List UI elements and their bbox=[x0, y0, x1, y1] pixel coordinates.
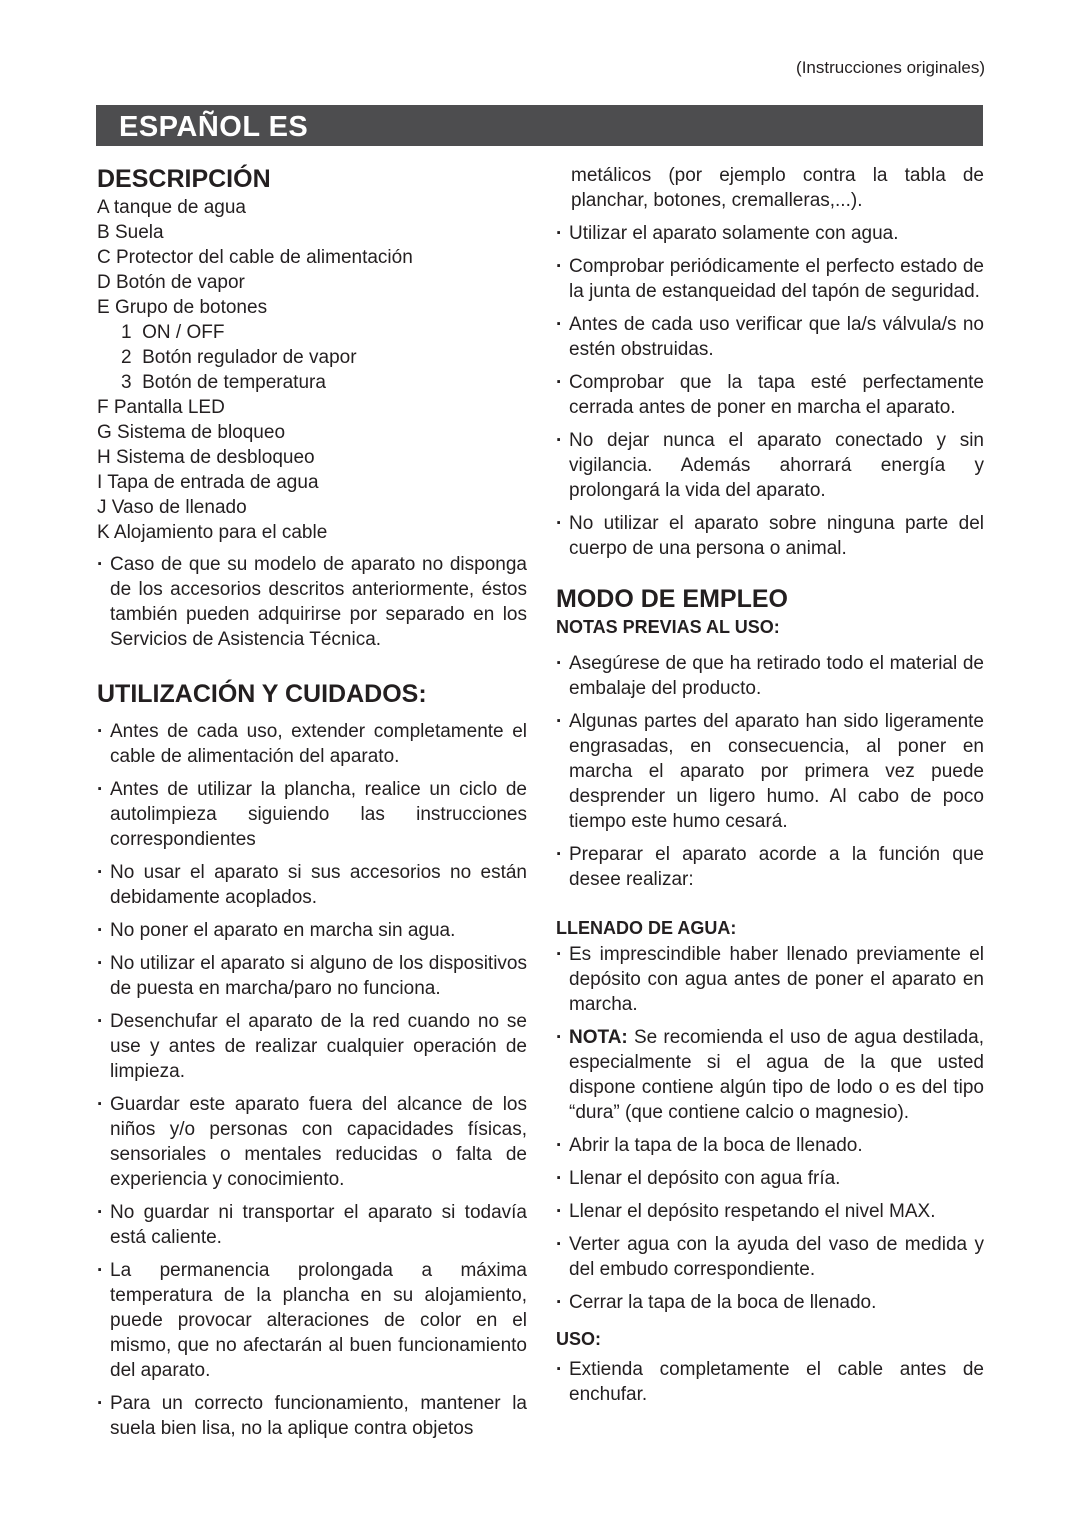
usage-care-list-cont bbox=[556, 221, 984, 561]
part-item: B Suela bbox=[97, 222, 164, 243]
usage-care-item: · No utilizar el aparato si alguno de los dispositivos de puesta en marcha/paro no funciona. bbox=[97, 951, 527, 1001]
subsection-title-notas: NOTAS PREVIAS AL USO: bbox=[556, 617, 780, 637]
part-sub-item: 1 ON / OFF bbox=[121, 322, 225, 343]
usage-care-item: · Comprobar periódicamente el perfecto estado de la junta de estanqueidad del tapón de seguridad. bbox=[556, 254, 984, 304]
usage-care-item: · Antes de cada uso, extender completamente el cable de alimentación del aparato. bbox=[97, 719, 527, 769]
note-text: Se recomienda el uso de agua destilada, especialmente si el agua de la que usted dispone contiene algún tipo de lodo o es del tipo “dura” (que contiene calcio o magnesio). bbox=[569, 1027, 984, 1123]
usage-care-item: · Desenchufar el aparato de la red cuando no se use y antes de realizar cualquier operación de limpieza. bbox=[97, 1009, 527, 1084]
llenado-item: · Llenar el depósito con agua fría. bbox=[556, 1166, 984, 1191]
parts-list bbox=[97, 195, 527, 545]
uso-item: · Extienda completamente el cable antes de enchufar. bbox=[556, 1357, 984, 1407]
uso-list bbox=[556, 1357, 984, 1407]
part-item: I Tapa de entrada de agua bbox=[97, 472, 319, 493]
notas-list bbox=[556, 651, 984, 892]
section-title-modo-empleo: MODO DE EMPLEO bbox=[556, 585, 788, 613]
part-item: A tanque de agua bbox=[97, 197, 246, 218]
part-item: D Botón de vapor bbox=[97, 272, 245, 293]
part-item: F Pantalla LED bbox=[97, 397, 225, 418]
part-sub-item: 3 Botón de temperatura bbox=[121, 372, 326, 393]
usage-care-item: · Comprobar que la tapa esté perfectamente cerrada antes de poner en marcha el aparato. bbox=[556, 370, 984, 420]
part-item: H Sistema de desbloqueo bbox=[97, 447, 315, 468]
part-item: J Vaso de llenado bbox=[97, 497, 247, 518]
usage-care-item: · La permanencia prolongada a máxima temperatura de la plancha en su alojamiento, puede provocar alteraciones de color en el mismo, que no afectarán al buen funcionamiento del aparato. bbox=[97, 1258, 527, 1383]
section-title-utilizacion: UTILIZACIÓN Y CUIDADOS: bbox=[97, 680, 427, 708]
language-section-bar: ESPAÑOL ES bbox=[96, 105, 983, 146]
part-item: C Protector del cable de alimentación bbox=[97, 247, 413, 268]
llenado-item: · Verter agua con la ayuda del vaso de medida y del embudo correspondiente. bbox=[556, 1232, 984, 1282]
usage-care-item: · No usar el aparato si sus accesorios no están debidamente acoplados. bbox=[97, 860, 527, 910]
llenado-item: · Abrir la tapa de la boca de llenado. bbox=[556, 1133, 984, 1158]
usage-care-item: · No utilizar el aparato sobre ninguna parte del cuerpo de una persona o animal. bbox=[556, 511, 984, 561]
usage-care-item: · Antes de utilizar la plancha, realice un ciclo de autolimpieza siguiendo las instrucciones correspondientes bbox=[97, 777, 527, 852]
usage-care-continuation: metálicos (por ejemplo contra la tabla de planchar, botones, cremalleras,...). bbox=[571, 165, 984, 211]
header-note: (Instrucciones originales) bbox=[796, 58, 985, 77]
usage-care-item: · Para un correcto funcionamiento, mantener la suela bien lisa, no la aplique contra objetos bbox=[97, 1391, 527, 1441]
usage-care-list bbox=[97, 719, 527, 1441]
subsection-title-llenado: LLENADO DE AGUA: bbox=[556, 918, 737, 938]
llenado-note-item bbox=[556, 1025, 984, 1125]
part-item: E Grupo de botones bbox=[97, 297, 268, 318]
notas-item: · Algunas partes del aparato han sido ligeramente engrasadas, en consecuencia, al poner en marcha el aparato por primera vez puede desprender un ligero humo. Al cabo de poco tiempo este humo cesará. bbox=[556, 709, 984, 834]
usage-care-item: · No guardar ni transportar el aparato si todavía está caliente. bbox=[97, 1200, 527, 1250]
subsection-title-uso: USO: bbox=[556, 1329, 601, 1349]
usage-care-item: · No poner el aparato en marcha sin agua. bbox=[97, 918, 527, 943]
right-column bbox=[556, 163, 984, 1415]
llenado-item: · Cerrar la tapa de la boca de llenado. bbox=[556, 1290, 984, 1315]
section-title-descripcion: DESCRIPCIÓN bbox=[97, 165, 271, 193]
part-sub-item: 2 Botón regulador de vapor bbox=[121, 347, 357, 368]
llenado-item: · Llenar el depósito respetando el nivel MAX. bbox=[556, 1199, 984, 1224]
note-label: NOTA: bbox=[569, 1027, 628, 1048]
notas-item: · Preparar el aparato acorde a la función que desee realizar: bbox=[556, 842, 984, 892]
usage-care-item: · Utilizar el aparato solamente con agua. bbox=[556, 221, 984, 246]
usage-care-item: · Antes de cada uso verificar que la/s válvula/s no estén obstruidas. bbox=[556, 312, 984, 362]
usage-care-item: · No dejar nunca el aparato conectado y sin vigilancia. Además ahorrará energía y prolongará la vida del aparato. bbox=[556, 428, 984, 503]
left-column bbox=[97, 163, 527, 1449]
notas-item: · Asegúrese de que ha retirado todo el material de embalaje del producto. bbox=[556, 651, 984, 701]
llenado-item: · Es imprescindible haber llenado previamente el depósito con agua antes de poner el aparato en marcha. bbox=[556, 942, 984, 1017]
part-item: G Sistema de bloqueo bbox=[97, 422, 286, 443]
usage-care-item: · Guardar este aparato fuera del alcance de los niños y/o personas con capacidades físicas, sensoriales o mentales reducidas o falta de experiencia y conocimiento. bbox=[97, 1092, 527, 1192]
part-item: K Alojamiento para el cable bbox=[97, 522, 328, 543]
accessories-note: · Caso de que su modelo de aparato no disponga de los accesorios descritos anteriormente, éstos también pueden adquirirse por separado en los Servicios de Asistencia Técnica. bbox=[97, 552, 527, 652]
llenado-list bbox=[556, 942, 984, 1315]
